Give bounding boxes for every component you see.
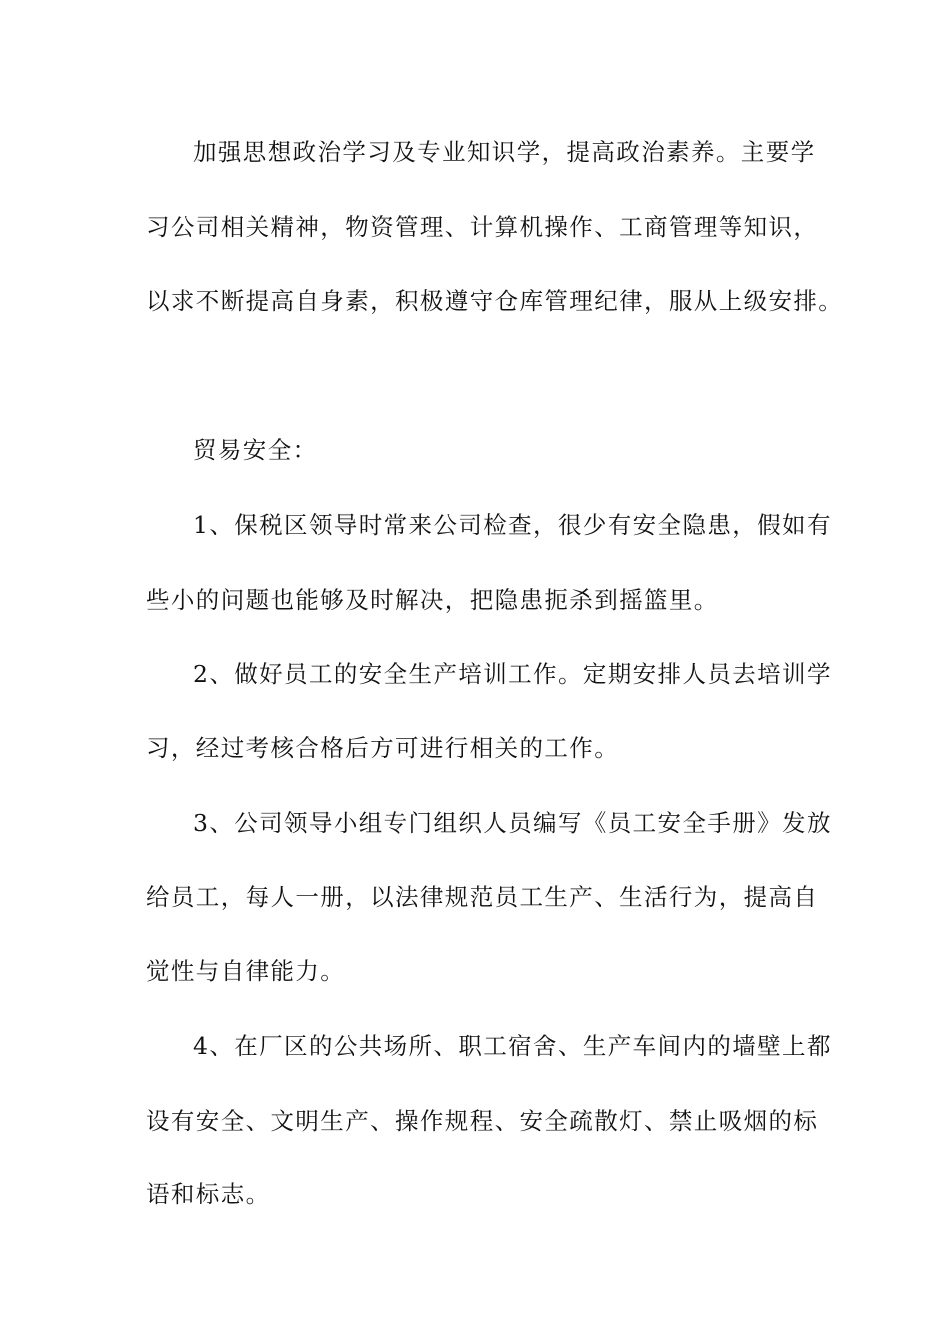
text-line: 4、在厂区的公共场所、职工宿舍、生产车间内的墙壁上都: [193, 1032, 832, 1060]
text-line: 觉性与自律能力。: [146, 957, 346, 985]
text-line: 语和标志。: [146, 1180, 271, 1208]
text-line: 1、保税区领导时常来公司检查，很少有安全隐患，假如有: [193, 511, 832, 539]
text-line: 加强思想政治学习及专业知识学，提高政治素养。主要学: [193, 138, 816, 166]
text-line: 3、公司领导小组专门组织人员编写《员工安全手册》发放: [193, 809, 832, 837]
text-line: 些小的问题也能够及时解决，把隐患扼杀到摇篮里。: [146, 586, 719, 614]
text-line: 习，经过考核合格后方可进行相关的工作。: [146, 734, 620, 762]
section-heading: 贸易安全：: [193, 436, 318, 464]
text-line: 给员工，每人一册，以法律规范员工生产、生活行为，提高自: [146, 883, 819, 911]
text-line: 以求不断提高自身素，积极遵守仓库管理纪律，服从上级安排。: [146, 287, 844, 315]
text-line: 2、做好员工的安全生产培训工作。定期安排人员去培训学: [193, 660, 832, 688]
text-line: 习公司相关精神，物资管理、计算机操作、工商管理等知识，: [146, 213, 819, 241]
text-line: 设有安全、文明生产、操作规程、安全疏散灯、禁止吸烟的标: [146, 1107, 819, 1135]
